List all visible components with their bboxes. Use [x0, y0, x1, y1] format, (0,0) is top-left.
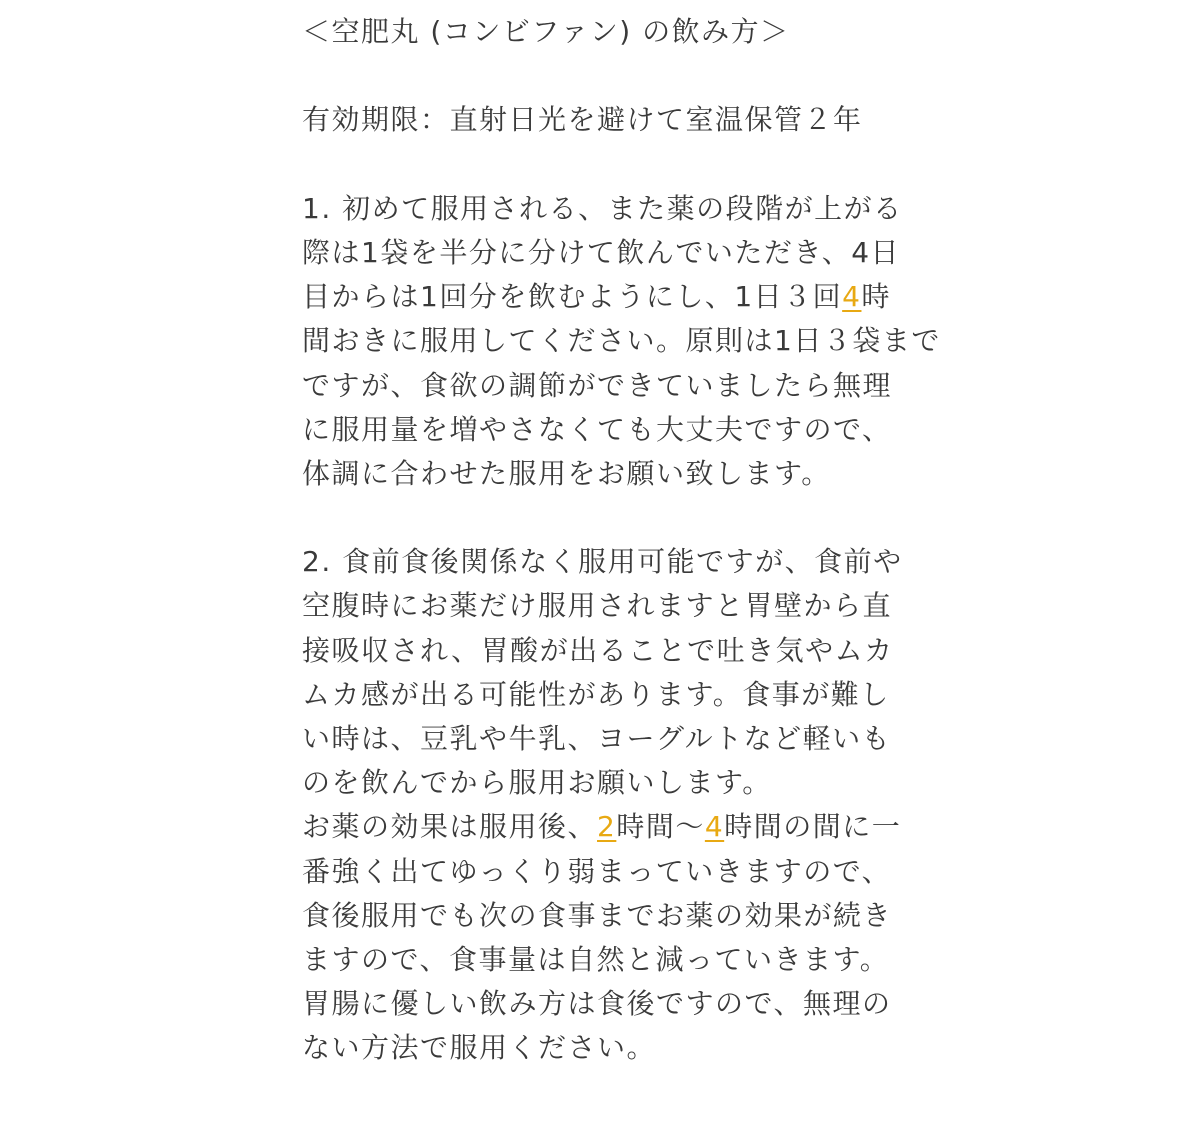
- section-1-line: 体調に合わせた服用をお願い致します。: [302, 456, 831, 490]
- section-2-line: い時は、豆乳や牛乳、ヨーグルトなど軽いも: [302, 722, 892, 755]
- section-2-line: ますので、食事量は自然と減っていきます。: [302, 942, 890, 976]
- section-2-line: 胃腸に優しい飲み方は食後ですので、無理の: [302, 987, 892, 1021]
- section-2: [302, 540, 902, 1070]
- text-segment: 目からは1回分を飲むようにし、1日３回: [302, 280, 843, 314]
- section-2-line: 2. 食前食後関係なく服用可能ですが、食前や: [302, 545, 903, 579]
- text-segment: 時: [861, 280, 891, 314]
- spacer: [302, 143, 902, 187]
- text-segment: 時間〜: [616, 810, 705, 844]
- section-1: [302, 187, 941, 496]
- section-2-line: 接吸収され、胃酸が出ることで吐き気やムカ: [302, 633, 894, 667]
- highlighted-number: 4: [704, 810, 725, 844]
- spacer: [302, 54, 902, 98]
- document-body: [302, 10, 941, 1071]
- section-2-line: [302, 805, 902, 849]
- section-1-line: 際は1袋を半分に分けて飲んでいただき、4日: [302, 235, 901, 269]
- section-2-line: 空腹時にお薬だけ服用されますと胃壁から直: [302, 589, 893, 623]
- page-title: ＜空肥丸 (コンビファン) の飲み方＞: [302, 15, 790, 48]
- section-1-line: [302, 275, 902, 319]
- spacer: [302, 496, 902, 540]
- section-2-line: ムカ感が出る可能性があります。食事が難し: [302, 677, 890, 711]
- section-2-line: ない方法で服用ください。: [302, 1031, 657, 1065]
- text-segment: お薬の効果は服用後、: [302, 810, 598, 844]
- section-1-line: 1. 初めて服用される、また薬の段階が上がる: [302, 191, 903, 225]
- section-2-line: のを飲んでから服用お願いします。: [302, 766, 772, 800]
- highlighted-number: 2: [597, 810, 617, 844]
- section-2-line: 番強く出てゆっくり弱まっていきますので、: [302, 854, 892, 888]
- section-1-line: に服用量を増やさなくても大丈夫ですので、: [302, 412, 892, 446]
- highlighted-number: 4: [842, 280, 862, 314]
- expiry-text: 有効期限：直射日光を避けて室温保管２年: [302, 103, 863, 137]
- section-2-line: 食後服用でも次の食事までお薬の効果が続き: [302, 898, 893, 932]
- section-1-line: ですが、食欲の調節ができていましたら無理: [302, 368, 893, 402]
- text-segment: 時間の間に一: [724, 810, 902, 844]
- section-1-line: 間おきに服用してください。原則は1日３袋まで: [302, 324, 941, 358]
